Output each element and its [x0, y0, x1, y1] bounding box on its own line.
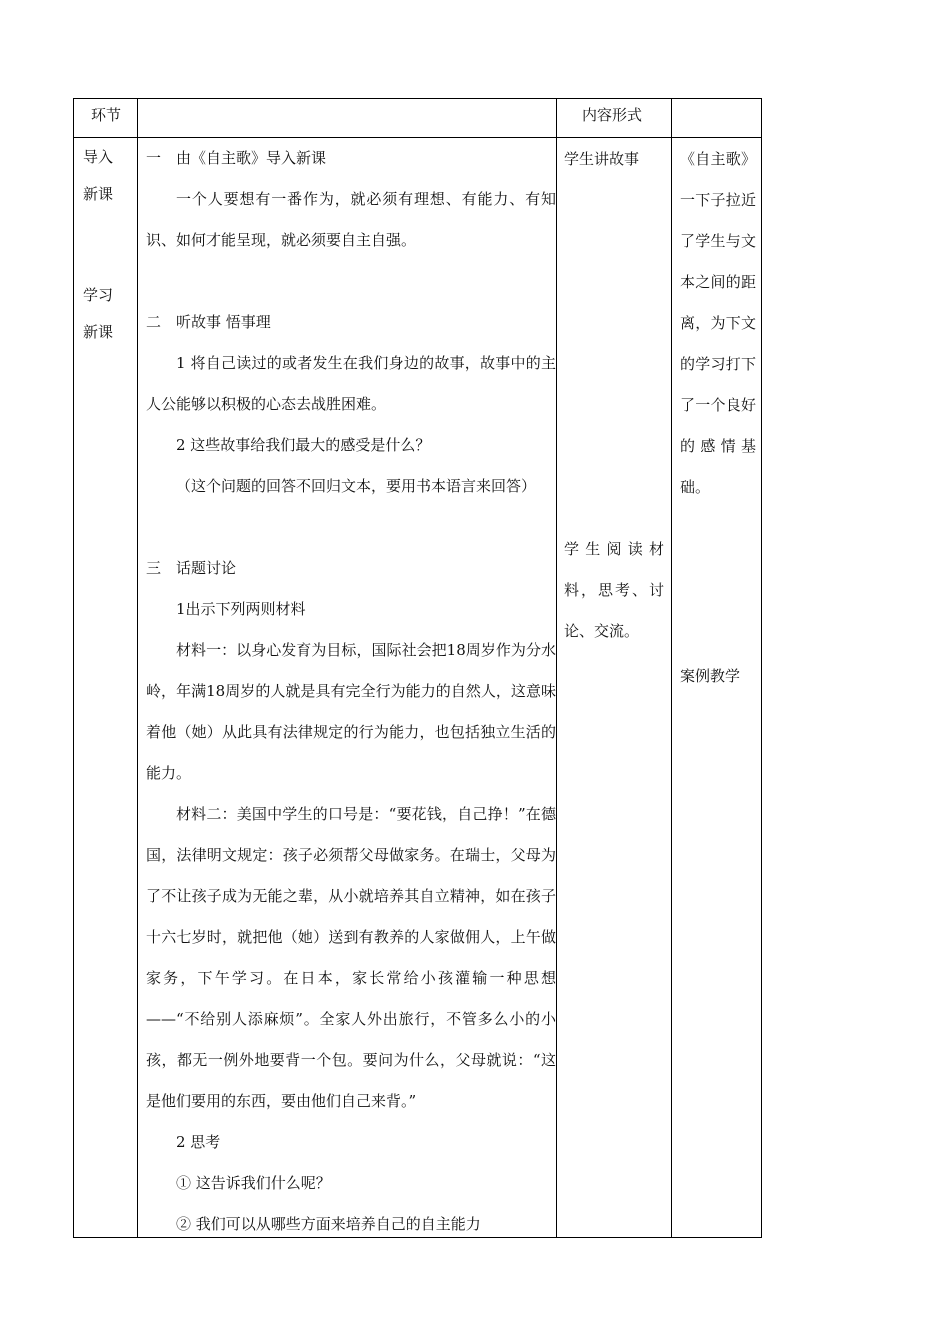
- content-column: [146, 138, 556, 1245]
- section-3-item-1: 1出示下列两则材料: [176, 600, 306, 618]
- header-stage: 环节: [91, 106, 122, 124]
- stage-label: 新课: [83, 185, 114, 203]
- stage-label: 学习: [83, 286, 114, 304]
- section-2-item-1: 1 将自己读过的或者发生在我们身边的故事，故事中的主人公能够以积极的心态去战胜困难。: [146, 354, 556, 413]
- note-case-teaching: 案例教学: [680, 667, 741, 685]
- section-1-text: 一个人要想有一番作为，就必须有理想、有能力、有知识、如何才能呈现，就必须要自主自强。: [146, 190, 556, 249]
- notes-column: [680, 139, 756, 697]
- section-3-title: 三 话题讨论: [146, 559, 237, 577]
- header-form: 内容形式: [582, 106, 643, 124]
- stage-column: [83, 139, 133, 351]
- note-intro: 《自主歌》一下子拉近了学生与文本之间的距离，为下文的学习打下了一个良好的感情基础。: [680, 150, 756, 496]
- column-divider: [556, 99, 557, 1237]
- lesson-plan-table: [73, 98, 762, 1238]
- section-3-item-2: 2 思考: [176, 1133, 221, 1151]
- question-2: ② 我们可以从哪些方面来培养自己的自主能力: [176, 1215, 481, 1233]
- form-reading-discussion: 学生阅读材料，思考、讨论、交流。: [564, 540, 664, 640]
- material-2: 材料二：美国中学生的口号是：“要花钱，自己挣！”在德国，法律明文规定：孩子必须帮父母做家务。在瑞士，父母为了不让孩子成为无能之辈，从小就培养其自立精神，如在孩子十六七岁时，就把他（她）送到有教养的人家做佣人，上午做家务，下午学习。在日本，家长常给小孩灌输一种思想——“不给别人添麻烦”。全家人外出旅行，不管多么小的小孩，都无一例外地要背一个包。要问为什么，父母就说：“这是他们要用的东西，要由他们自己来背。”: [146, 805, 556, 1110]
- form-storytelling: 学生讲故事: [564, 150, 640, 168]
- section-2-item-2: 2 这些故事给我们最大的感受是什么？: [176, 436, 431, 454]
- section-2-note: （这个问题的回答不回归文本，要用书本语言来回答）: [176, 477, 537, 495]
- section-1-title: 一 由《自主歌》导入新课: [146, 149, 327, 167]
- question-1: ① 这告诉我们什么呢？: [176, 1174, 331, 1192]
- form-column: [564, 139, 664, 652]
- column-divider: [137, 99, 138, 1237]
- section-2-title: 二 听故事 悟事理: [146, 313, 271, 331]
- column-divider: [671, 99, 672, 1237]
- stage-label: 新课: [83, 323, 114, 341]
- material-1: 材料一：以身心发育为目标，国际社会把18周岁作为分水岭，年满18周岁的人就是具有完全行为能力的自然人，这意味着他（她）从此具有法律规定的行为能力，也包括独立生活的能力。: [146, 641, 556, 782]
- stage-label: 导入: [83, 148, 114, 166]
